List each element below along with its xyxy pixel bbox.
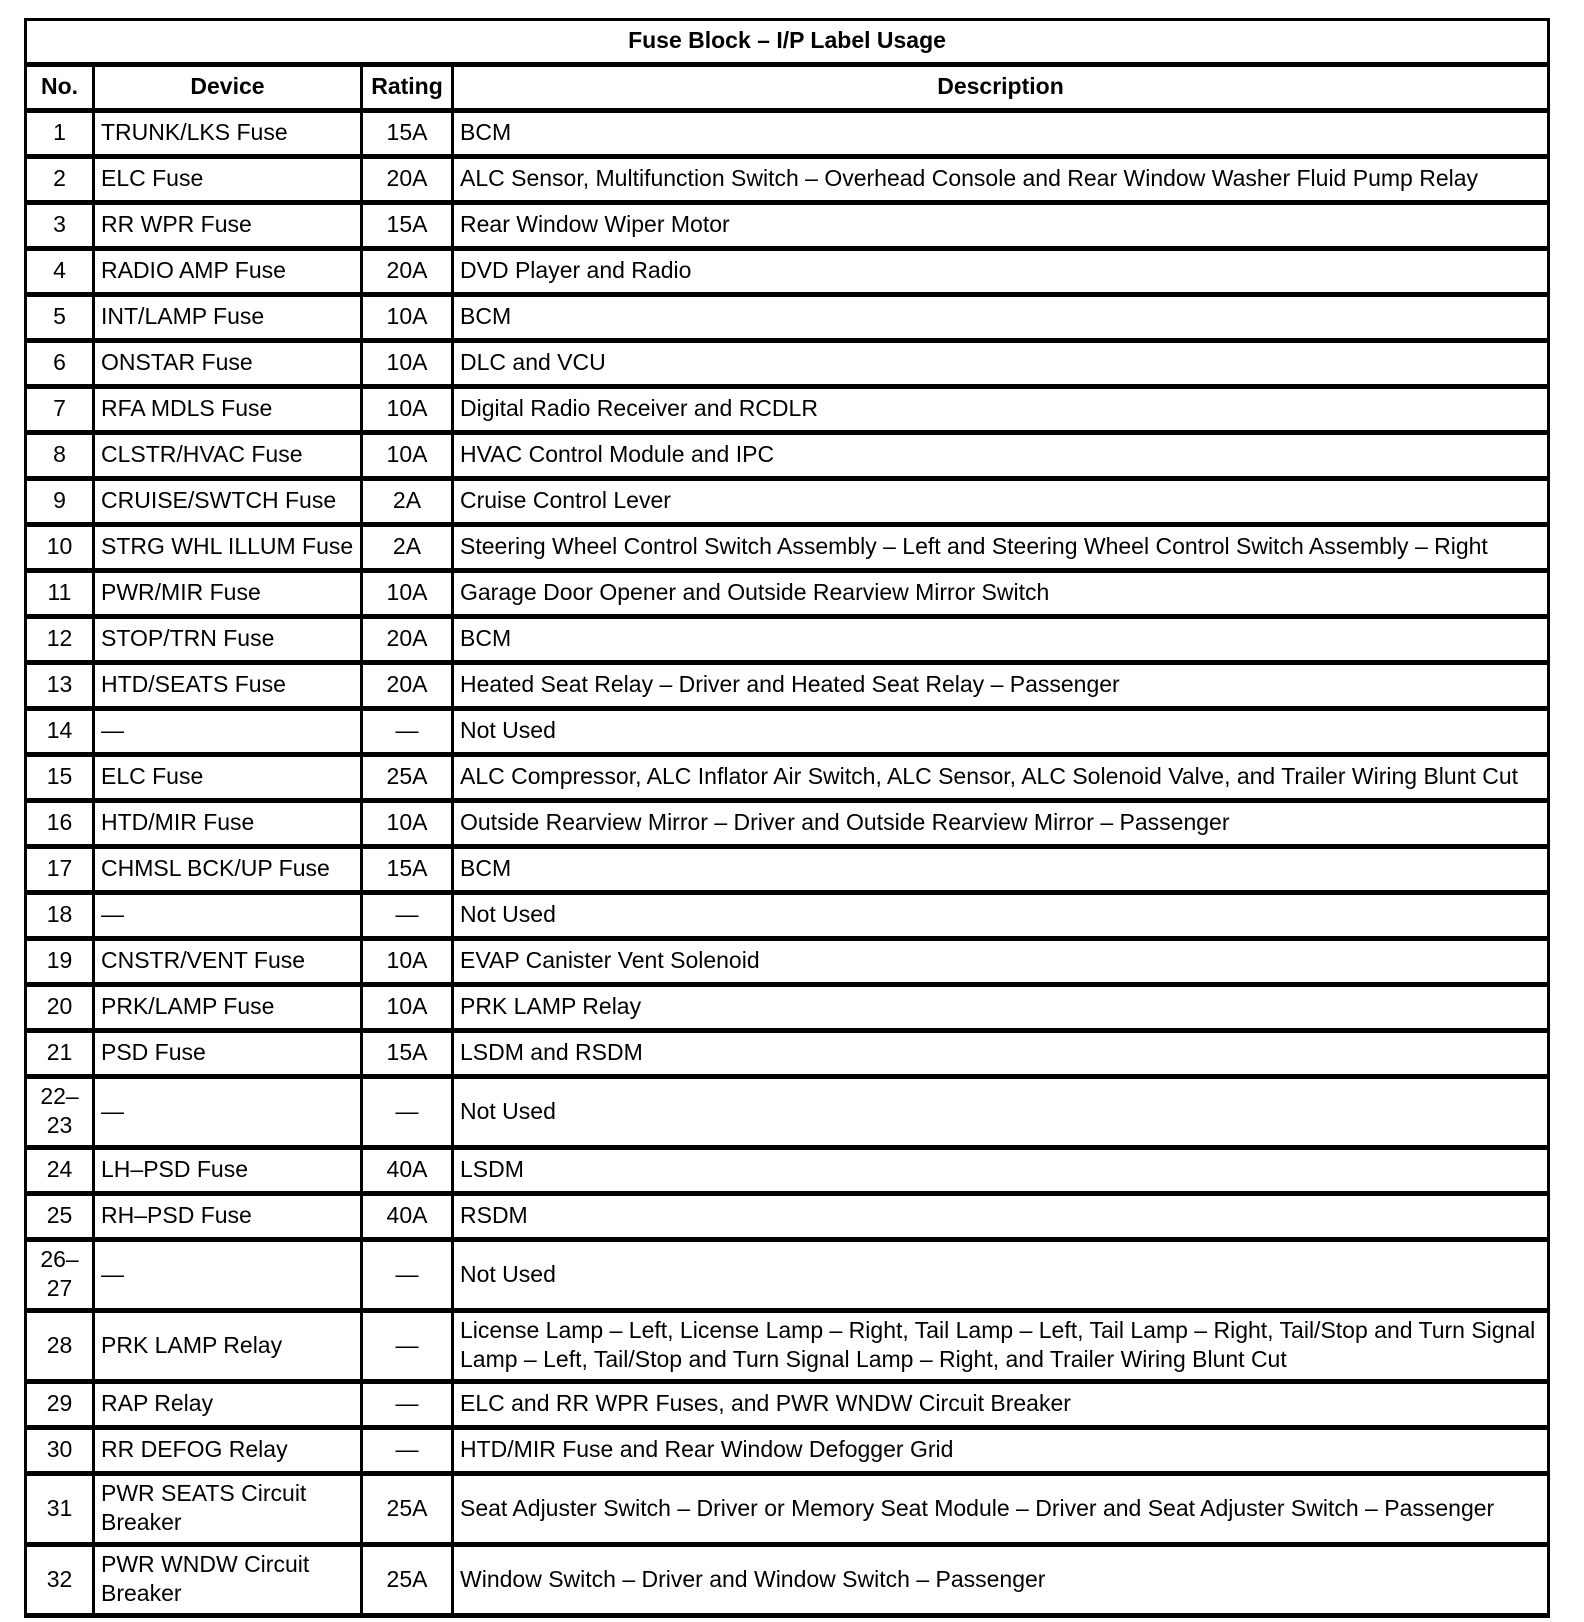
header-device: Device — [94, 65, 362, 111]
cell-description: ALC Sensor, Multifunction Switch – Overhead Console and Rear Window Washer Fluid Pump Relay — [453, 157, 1549, 203]
cell-rating: 10A — [362, 939, 453, 985]
cell-description: ELC and RR WPR Fuses, and PWR WNDW Circuit Breaker — [453, 1382, 1549, 1428]
cell-device: TRUNK/LKS Fuse — [94, 111, 362, 157]
cell-rating: 10A — [362, 433, 453, 479]
table-row — [26, 1240, 1549, 1311]
cell-rating: 20A — [362, 663, 453, 709]
cell-description: HTD/MIR Fuse and Rear Window Defogger Grid — [453, 1428, 1549, 1474]
cell-rating: — — [362, 1382, 453, 1428]
cell-device: RR WPR Fuse — [94, 203, 362, 249]
cell-no: 29 — [26, 1382, 94, 1428]
cell-no: 10 — [26, 525, 94, 571]
cell-no: 16 — [26, 801, 94, 847]
cell-no: 31 — [26, 1474, 94, 1545]
cell-rating: 20A — [362, 249, 453, 295]
cell-description: Rear Window Wiper Motor — [453, 203, 1549, 249]
cell-description: Heated Seat Relay – Driver and Heated Seat Relay – Passenger — [453, 663, 1549, 709]
cell-rating: — — [362, 709, 453, 755]
fuse-block-table — [24, 18, 1550, 1618]
cell-rating: 10A — [362, 341, 453, 387]
cell-no: 14 — [26, 709, 94, 755]
table-row — [26, 1545, 1549, 1616]
cell-no: 15 — [26, 755, 94, 801]
cell-device: RFA MDLS Fuse — [94, 387, 362, 433]
table-row — [26, 801, 1549, 847]
cell-device: PRK/LAMP Fuse — [94, 985, 362, 1031]
table-row — [26, 709, 1549, 755]
cell-device: CLSTR/HVAC Fuse — [94, 433, 362, 479]
cell-device: ONSTAR Fuse — [94, 341, 362, 387]
cell-no: 3 — [26, 203, 94, 249]
cell-rating: 10A — [362, 571, 453, 617]
cell-device: ELC Fuse — [94, 157, 362, 203]
cell-rating: 20A — [362, 157, 453, 203]
cell-rating: — — [362, 1240, 453, 1311]
cell-device: ELC Fuse — [94, 755, 362, 801]
table-header-row — [26, 65, 1549, 111]
cell-rating: — — [362, 1311, 453, 1382]
cell-device: CHMSL BCK/UP Fuse — [94, 847, 362, 893]
cell-rating: 25A — [362, 1474, 453, 1545]
cell-rating: 40A — [362, 1194, 453, 1240]
table-row — [26, 985, 1549, 1031]
cell-rating: 10A — [362, 387, 453, 433]
cell-rating: 25A — [362, 1545, 453, 1616]
header-no: No. — [26, 65, 94, 111]
table-row — [26, 1428, 1549, 1474]
cell-no: 12 — [26, 617, 94, 663]
cell-no: 32 — [26, 1545, 94, 1616]
cell-no: 20 — [26, 985, 94, 1031]
table-row — [26, 893, 1549, 939]
table-row — [26, 755, 1549, 801]
cell-no: 7 — [26, 387, 94, 433]
table-row — [26, 525, 1549, 571]
cell-rating: 2A — [362, 525, 453, 571]
table-row — [26, 939, 1549, 985]
cell-device: — — [94, 1077, 362, 1148]
cell-description: Garage Door Opener and Outside Rearview Mirror Switch — [453, 571, 1549, 617]
cell-description: LSDM — [453, 1148, 1549, 1194]
cell-no: 22–23 — [26, 1077, 94, 1148]
cell-no: 5 — [26, 295, 94, 341]
table-title: Fuse Block – I/P Label Usage — [26, 20, 1549, 65]
cell-no: 1 — [26, 111, 94, 157]
cell-device: HTD/SEATS Fuse — [94, 663, 362, 709]
cell-device: INT/LAMP Fuse — [94, 295, 362, 341]
cell-description: ALC Compressor, ALC Inflator Air Switch, ALC Sensor, ALC Solenoid Valve, and Trailer Wiring Blunt Cut — [453, 755, 1549, 801]
cell-description: DLC and VCU — [453, 341, 1549, 387]
table-row — [26, 1077, 1549, 1148]
cell-device: CNSTR/VENT Fuse — [94, 939, 362, 985]
cell-description: Not Used — [453, 893, 1549, 939]
cell-device: — — [94, 1240, 362, 1311]
cell-rating: 40A — [362, 1148, 453, 1194]
table-row — [26, 249, 1549, 295]
cell-no: 24 — [26, 1148, 94, 1194]
cell-rating: 10A — [362, 801, 453, 847]
cell-rating: 20A — [362, 617, 453, 663]
table-row — [26, 571, 1549, 617]
table-row — [26, 479, 1549, 525]
table-row — [26, 1382, 1549, 1428]
cell-no: 6 — [26, 341, 94, 387]
cell-device: PWR/MIR Fuse — [94, 571, 362, 617]
cell-description: DVD Player and Radio — [453, 249, 1549, 295]
table-row — [26, 1194, 1549, 1240]
cell-no: 2 — [26, 157, 94, 203]
cell-description: Seat Adjuster Switch – Driver or Memory Seat Module – Driver and Seat Adjuster Switch – Passenger — [453, 1474, 1549, 1545]
cell-description: BCM — [453, 111, 1549, 157]
cell-description: Not Used — [453, 709, 1549, 755]
cell-no: 17 — [26, 847, 94, 893]
cell-rating: — — [362, 1428, 453, 1474]
table-row — [26, 1474, 1549, 1545]
header-description: Description — [453, 65, 1549, 111]
cell-rating: 10A — [362, 985, 453, 1031]
cell-description: BCM — [453, 847, 1549, 893]
cell-device: STRG WHL ILLUM Fuse — [94, 525, 362, 571]
cell-description: BCM — [453, 295, 1549, 341]
cell-no: 26–27 — [26, 1240, 94, 1311]
cell-no: 11 — [26, 571, 94, 617]
cell-description: Digital Radio Receiver and RCDLR — [453, 387, 1549, 433]
cell-no: 9 — [26, 479, 94, 525]
cell-no: 4 — [26, 249, 94, 295]
table-row — [26, 341, 1549, 387]
cell-rating: 2A — [362, 479, 453, 525]
table-row — [26, 847, 1549, 893]
table-row — [26, 157, 1549, 203]
cell-description: License Lamp – Left, License Lamp – Right, Tail Lamp – Left, Tail Lamp – Right, Tail/Stop and Turn Signal Lamp – Left, Tail/Stop and Turn Signal Lamp – Right, and Trailer Wiring Blunt Cut — [453, 1311, 1549, 1382]
cell-no: 25 — [26, 1194, 94, 1240]
cell-no: 28 — [26, 1311, 94, 1382]
table-row — [26, 1311, 1549, 1382]
cell-device: PRK LAMP Relay — [94, 1311, 362, 1382]
cell-description: Not Used — [453, 1077, 1549, 1148]
cell-no: 19 — [26, 939, 94, 985]
table-row — [26, 1031, 1549, 1077]
cell-device: RR DEFOG Relay — [94, 1428, 362, 1474]
table-row — [26, 617, 1549, 663]
cell-description: RSDM — [453, 1194, 1549, 1240]
cell-device: PWR WNDW Circuit Breaker — [94, 1545, 362, 1616]
cell-device: STOP/TRN Fuse — [94, 617, 362, 663]
cell-device: RADIO AMP Fuse — [94, 249, 362, 295]
cell-no: 18 — [26, 893, 94, 939]
cell-device: LH–PSD Fuse — [94, 1148, 362, 1194]
cell-device: RH–PSD Fuse — [94, 1194, 362, 1240]
cell-device: RAP Relay — [94, 1382, 362, 1428]
cell-description: HVAC Control Module and IPC — [453, 433, 1549, 479]
cell-rating: — — [362, 893, 453, 939]
cell-no: 21 — [26, 1031, 94, 1077]
cell-device: HTD/MIR Fuse — [94, 801, 362, 847]
cell-no: 13 — [26, 663, 94, 709]
cell-device: CRUISE/SWTCH Fuse — [94, 479, 362, 525]
cell-device: PWR SEATS Circuit Breaker — [94, 1474, 362, 1545]
table-row — [26, 433, 1549, 479]
cell-device: PSD Fuse — [94, 1031, 362, 1077]
cell-description: Cruise Control Lever — [453, 479, 1549, 525]
table-row — [26, 111, 1549, 157]
cell-no: 30 — [26, 1428, 94, 1474]
cell-description: Outside Rearview Mirror – Driver and Outside Rearview Mirror – Passenger — [453, 801, 1549, 847]
cell-rating: 15A — [362, 847, 453, 893]
table-row — [26, 203, 1549, 249]
cell-rating: 15A — [362, 203, 453, 249]
header-rating: Rating — [362, 65, 453, 111]
cell-description: PRK LAMP Relay — [453, 985, 1549, 1031]
table-row — [26, 295, 1549, 341]
table-row — [26, 387, 1549, 433]
cell-no: 8 — [26, 433, 94, 479]
cell-description: Window Switch – Driver and Window Switch – Passenger — [453, 1545, 1549, 1616]
table-title-row — [26, 20, 1549, 65]
cell-rating: 25A — [362, 755, 453, 801]
table-row — [26, 1148, 1549, 1194]
cell-rating: 10A — [362, 295, 453, 341]
cell-description: Steering Wheel Control Switch Assembly – Left and Steering Wheel Control Switch Assembly – Right — [453, 525, 1549, 571]
cell-device: — — [94, 893, 362, 939]
cell-description: Not Used — [453, 1240, 1549, 1311]
cell-description: LSDM and RSDM — [453, 1031, 1549, 1077]
cell-rating: 15A — [362, 111, 453, 157]
cell-rating: 15A — [362, 1031, 453, 1077]
table-row — [26, 663, 1549, 709]
cell-description: BCM — [453, 617, 1549, 663]
cell-description: EVAP Canister Vent Solenoid — [453, 939, 1549, 985]
cell-rating: — — [362, 1077, 453, 1148]
cell-device: — — [94, 709, 362, 755]
